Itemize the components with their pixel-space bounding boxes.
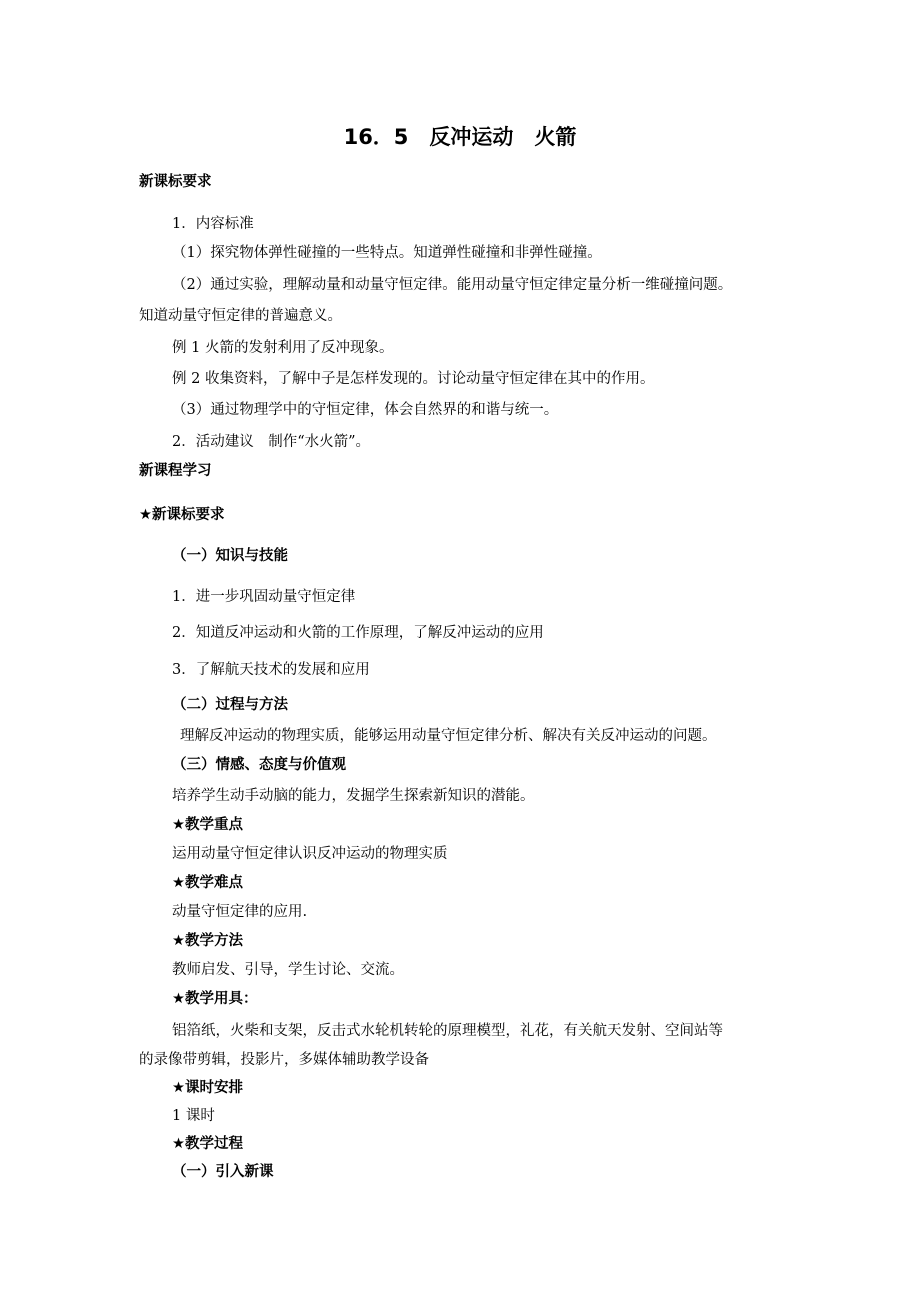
heading-introduce-lesson: （一）引入新课 <box>172 1164 274 1180</box>
standard-item-2-cont: 知道动量守恒定律的普遍意义。 <box>139 308 342 324</box>
content-standard-label: 1．内容标准 <box>172 216 254 232</box>
teaching-method-text: 教师启发、引导，学生讨论、交流。 <box>172 962 404 978</box>
key-points-text: 运用动量守恒定律认识反冲运动的物理实质 <box>172 846 448 862</box>
standard-item-1: （1）探究物体弹性碰撞的一些特点。知道弹性碰撞和非弹性碰撞。 <box>172 245 602 261</box>
heading-new-course-study: 新课程学习 <box>139 463 212 479</box>
standard-item-2: （2）通过实验，理解动量和动量守恒定律。能用动量守恒定律定量分析一维碰撞问题。 <box>172 277 733 293</box>
heading-key-points: ★教学重点 <box>172 817 243 833</box>
heading-curriculum-requirements: 新课标要求 <box>139 174 212 190</box>
process-method-text: 理解反冲运动的物理实质，能够运用动量守恒定律分析、解决有关反冲运动的问题。 <box>180 728 717 744</box>
activity-suggestion: 2．活动建议 制作“水火箭”。 <box>172 434 371 450</box>
heading-class-hours: ★课时安排 <box>172 1080 243 1096</box>
emotion-values-text: 培养学生动手动脑的能力，发掘学生探索新知识的潜能。 <box>172 788 535 804</box>
heading-teaching-aids: ★教学用具： <box>172 991 258 1007</box>
heading-knowledge-skills: （一）知识与技能 <box>172 548 288 564</box>
knowledge-item-2: 2．知道反冲运动和火箭的工作原理，了解反冲运动的应用 <box>172 625 544 641</box>
teaching-aids-text-1: 铝箔纸，火柴和支架，反击式水轮机转轮的原理模型，礼花，有关航天发射、空间站等 <box>172 1023 723 1039</box>
knowledge-item-1: 1．进一步巩固动量守恒定律 <box>172 589 356 605</box>
standard-item-3: （3）通过物理学中的守恒定律，体会自然界的和谐与统一。 <box>172 402 559 418</box>
heading-emotion-values: （三）情感、态度与价值观 <box>172 757 346 773</box>
class-hours-text: 1 课时 <box>172 1108 215 1124</box>
difficult-points-text: 动量守恒定律的应用. <box>172 904 308 920</box>
heading-process-method: （二）过程与方法 <box>172 697 288 713</box>
heading-teaching-method: ★教学方法 <box>172 933 243 949</box>
heading-teaching-process: ★教学过程 <box>172 1136 243 1152</box>
example-2: 例 2 收集资料，了解中子是怎样发现的。讨论动量守恒定律在其中的作用。 <box>172 371 655 387</box>
heading-new-standard: ★新课标要求 <box>139 507 225 523</box>
example-1: 例 1 火箭的发射利用了反冲现象。 <box>172 340 394 356</box>
teaching-aids-text-2: 的录像带剪辑，投影片，多媒体辅助教学设备 <box>139 1052 429 1068</box>
page-title: 16．5 反冲运动 火箭 <box>343 125 577 149</box>
heading-difficult-points: ★教学难点 <box>172 875 243 891</box>
knowledge-item-3: 3．了解航天技术的发展和应用 <box>172 662 370 678</box>
